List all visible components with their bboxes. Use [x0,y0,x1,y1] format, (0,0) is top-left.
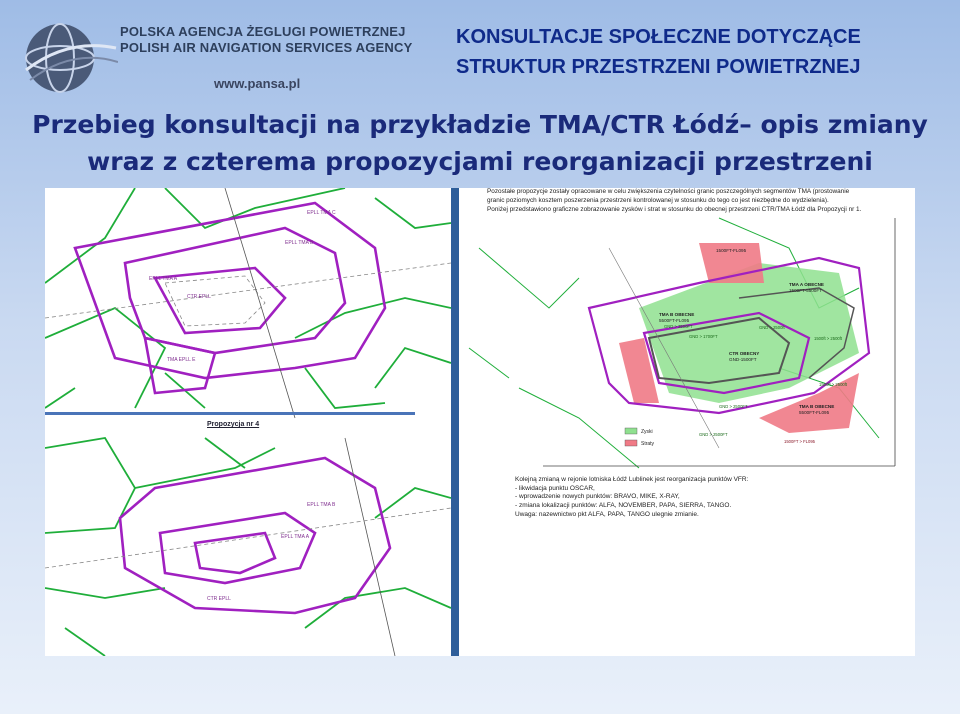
legend-gains-swatch [625,428,637,434]
note-line: Uwaga: nazewnictwo pkt ALFA, PAPA, TANGO ulegnie zmianie. [515,510,699,518]
intro-line: Poniżej przedstawiono graficzne zobrazowanie zysków i strat w stosunku do obecnej przestrzeni CTR/TMA Łódź dla Propozycji nr 1. [487,205,862,213]
logo-line-en: POLISH AIR NAVIGATION SERVICES AGENCY [120,40,413,55]
label-tma-a: EPLL TMA A [149,276,178,282]
map-label: 1500ft > 2500ft [819,382,848,387]
map-label: TMA A OBECNE [789,282,824,287]
map-label: 5500FT-FL095 [659,318,690,323]
intro-line: Pozostałe propozycje zostały opracowane w celu zwiększenia czytelności granic poszczególnych segmentów TMA (prostowanie [487,188,850,195]
proposal-label: Propozycja nr 4 [207,421,260,428]
note-line: - wprowadzenie nowych punktów: BRAVO, MIKE, X-RAY, [515,493,680,501]
left-map-panel [45,188,451,656]
slide-title [0,106,960,180]
logo-line-pl: POLSKA AGENCJA ŻEGLUGI POWIETRZNEJ [120,24,406,39]
map-label: GND > 2500FT [699,432,728,437]
label-prop4-tma-a: EPLL TMA A [281,534,310,540]
legend-losses-swatch [625,440,637,446]
map-label: GND > 2500ft [759,325,785,330]
gains-losses-map [459,188,915,478]
label-prop4-tma-b: EPLL TMA B [307,502,336,508]
map-label: 1500ft > 2500ft [814,336,843,341]
label-tma-c: EPLL TMA C [307,210,336,216]
note-line: Kolejną zmianą w rejonie lotniska Łódź Lublinek jest reorganizacja punktów VFR: [515,476,749,483]
map-label: 1500FT-FL095 [716,248,747,253]
legend-losses-label: Straty [641,441,655,447]
header-block [456,22,861,82]
logo-url: www.pansa.pl [214,76,301,91]
right-document-panel [459,188,915,656]
map-label: TMA B OBECNE [659,312,695,317]
map-label: TMA B OBECNE [799,404,835,409]
header-line-1: KONSULTACJE SPOŁECZNE DOTYCZĄCE [456,26,861,48]
header-line-2: STRUKTUR PRZESTRZENI POWIETRZNEJ [456,56,861,78]
document-image [45,188,915,656]
label-ctr: CTR EPLL [187,294,211,300]
map-label: GND > 2500FT [719,404,748,409]
globe-logo-icon [18,18,118,98]
map-label: 1500FT > FL095 [784,439,816,444]
logo-text [120,24,412,56]
note-line: - zmiana lokalizacji punktów: ALFA, NOVEMBER, PAPA, SIERRA, TANGO. [515,502,732,510]
map-label: CTR OBECNY [729,351,760,356]
label-prop4-ctr: CTR EPLL [207,596,231,602]
note-line: - likwidacja punktu OSCAR, [515,484,595,492]
label-tma-e: TMA EPLL E [167,357,196,363]
label-tma-b: EPLL TMA B [285,240,314,246]
intro-line: granic poziomych kosztem poszerzenia przestrzeni kontrolowanej w stosunku do tego co jest niezbędne do wydzielenia). [487,196,829,204]
map-label: 1500FT-5500FT [789,288,822,293]
map-label: GND > 1700FT [689,334,718,339]
legend-gains-label: Zyski [641,429,653,435]
slide-title-line-1: Przebieg konsultacji na przykładzie TMA/CTR Łódź– opis zmiany [32,110,928,139]
map-label: 5500FT-FL095 [799,410,830,415]
page-separator [451,188,459,656]
slide-title-line-2: wraz z czterema propozycjami reorganizacji przestrzeni [87,147,873,176]
map-label: GND-1500FT [729,357,757,362]
loss-area-left [619,338,659,403]
vfr-note [515,476,875,520]
map-label: GND > 3500FT [664,324,693,329]
